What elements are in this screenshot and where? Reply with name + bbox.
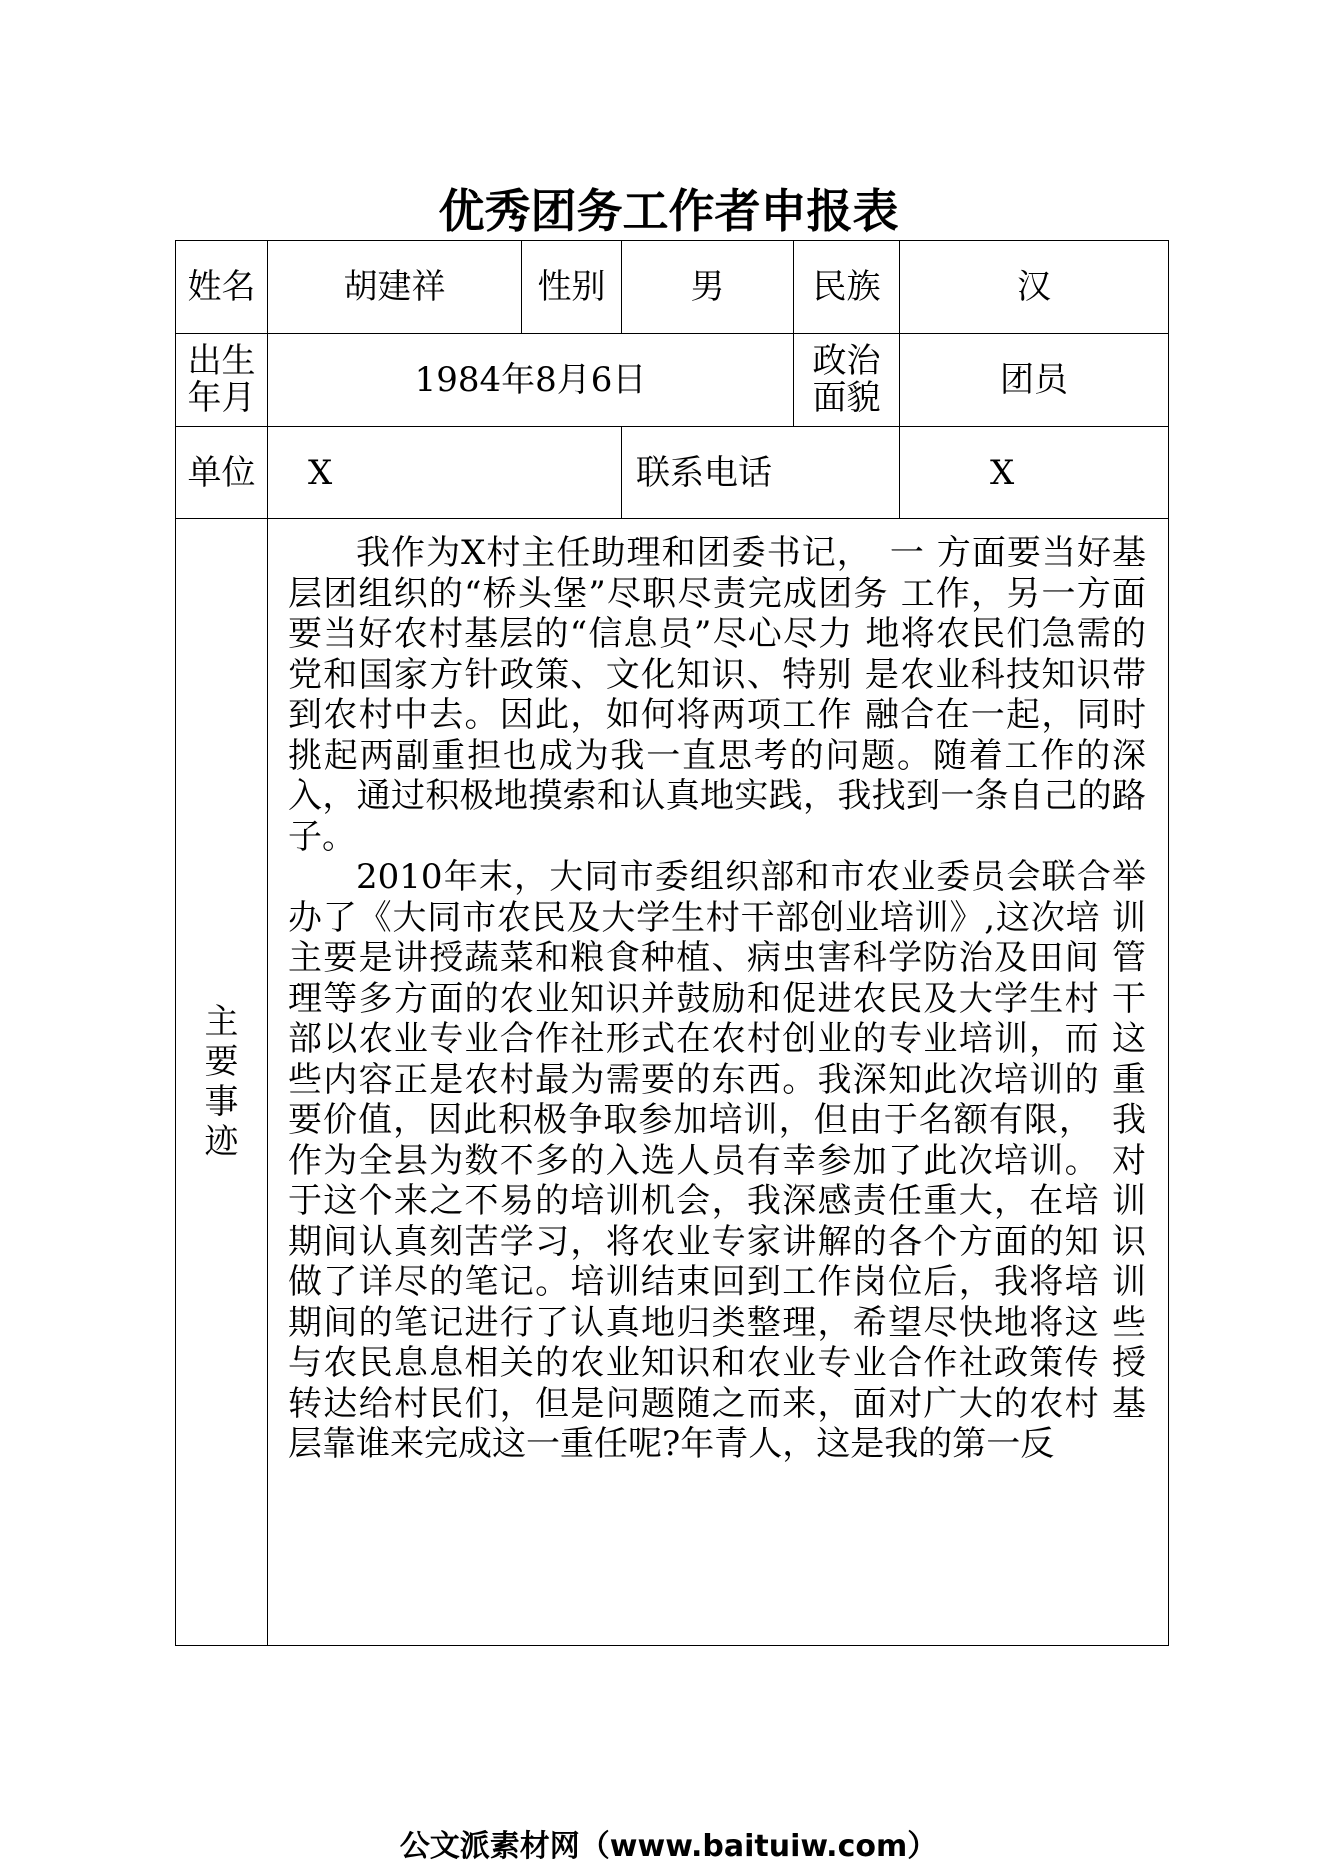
birth-label [176, 334, 268, 427]
unit-label: 单位 [176, 427, 268, 519]
deeds-paragraph-2: 2010年末，大同市委组织部和市农业委员会联合举 办了《大同市农民及大学生村干部创业培训》,这次培 训主要是讲授蔬菜和粮食种植、病虫害科学防治及田间 管理等多方面的农业知识并鼓励和促进农民及大学生村 干部以农业专业合作社形式在农村创业的专业培训，而 这些内容正是农村最为需要的东西。我深知此次培训的 重要价值，因此积极争取参加培训，但由于名额有限， 我作为全县为数不多的入选人员有幸参加了此次培训。 对于这个来之不易的培训机会，我深感责任重大，在培 训期间认真刻苦学习，将农业专家讲解的各个方面的知 识做了详尽的笔记。培训结束回到工作岗位后，我将培 训期间的笔记进行了认真地归类整理，希望尽快地将这 些与农民息息相关的农业知识和农业专业合作社政策传 授转达给村民们，但是问题随之而来，面对广大的农村 基层靠谁来完成这一重任呢?年青人，这是我的第一反 [288, 857, 1146, 1464]
gender-label: 性别 [522, 241, 622, 334]
political-label-line1: 政治 [812, 341, 881, 381]
name-value: 胡建祥 [268, 241, 522, 334]
political-value: 团员 [900, 334, 1169, 427]
deeds-label-char-2: 要 [204, 1042, 239, 1082]
birth-label-line1: 出生 [187, 341, 256, 381]
ethnicity-label: 民族 [794, 241, 900, 334]
form-row-birth [176, 334, 1169, 427]
ethnicity-value: 汉 [900, 241, 1169, 334]
birth-value: 1984年8月6日 [268, 334, 794, 427]
gender-value: 男 [622, 241, 794, 334]
document-title: 优秀团务工作者申报表 [438, 184, 899, 238]
deeds-paragraph-1: 我作为X村主任助理和团委书记， 一 方面要当好基层团组织的“桥头堡”尽职尽责完成团务 工作，另一方面要当好农村基层的“信息员”尽心尽力 地将农民们急需的党和国家方针政策、文化知识、特别 是农业科技知识带到农村中去。因此，如何将两项工作 融合在一起，同时挑起两副重担也成为我一直思考的问题。随着工作的深入，通过积极地摸索和认真地实践，我找到一条自己的路子。 [288, 533, 1146, 857]
form-row-unit [176, 427, 1169, 519]
phone-label: 联系电话 [622, 427, 900, 519]
phone-value: X [900, 427, 1169, 519]
deeds-label-char-3: 事 [204, 1082, 239, 1122]
political-label [794, 334, 900, 427]
form-row-basic [176, 241, 1169, 334]
deeds-content [268, 519, 1169, 1646]
name-label: 姓名 [176, 241, 268, 334]
footer-source: 公文派素材网（www.baituiw.com） [399, 1829, 938, 1864]
deeds-label [176, 519, 268, 1646]
political-label-line2: 面貌 [812, 378, 881, 418]
unit-value: X [268, 427, 622, 519]
application-form [175, 240, 1169, 1646]
deeds-label-char-1: 主 [204, 1002, 239, 1042]
form-row-deeds [176, 519, 1169, 1646]
deeds-label-char-4: 迹 [204, 1122, 239, 1162]
birth-label-line2: 年月 [187, 378, 256, 418]
